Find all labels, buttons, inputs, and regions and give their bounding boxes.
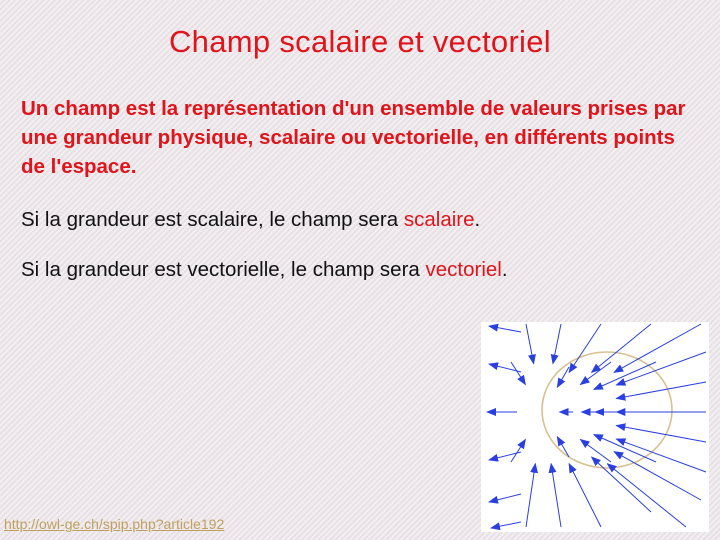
field-arrow-outer: [489, 326, 521, 332]
scalar-sentence-end: .: [474, 208, 481, 231]
field-arrow: [511, 362, 525, 385]
vector-sentence-end: .: [501, 258, 508, 281]
vector-field-diagram: [481, 322, 709, 532]
field-arrow-outer: [489, 452, 521, 460]
field-arrow: [511, 440, 525, 463]
field-arrow: [526, 464, 535, 527]
field-arrow: [557, 437, 569, 457]
field-arrow: [592, 324, 651, 372]
field-arrow: [614, 452, 701, 500]
scalar-highlight: scalaire: [403, 208, 475, 231]
field-arrow: [616, 426, 706, 443]
field-arrow: [592, 457, 651, 512]
vector-sentence: [21, 258, 508, 282]
field-arrow-outer: [489, 494, 521, 502]
intro-paragraph: Un champ est la représentation d'un ensemble de valeurs prises par une grandeur physique, scalaire ou vectorielle, en différents points de l'espace.: [21, 97, 686, 178]
field-arrows: [487, 324, 706, 528]
field-arrow: [551, 464, 561, 527]
field-arrow: [569, 324, 601, 372]
scalar-sentence: [21, 208, 480, 232]
slide-title: Champ scalaire et vectoriel: [169, 24, 551, 59]
field-arrow: [616, 439, 706, 472]
field-arrow: [614, 324, 701, 372]
field-arrow: [616, 382, 706, 399]
field-arrow: [526, 324, 534, 364]
vector-field-figure: [481, 322, 709, 532]
vector-sentence-text: Si la grandeur est vectorielle, le champ sera: [21, 258, 426, 281]
field-arrow: [607, 464, 686, 527]
field-arrow: [580, 362, 611, 385]
field-arrow-outer: [491, 522, 521, 528]
source-link[interactable]: http://owl-ge.ch/spip.php?article192: [4, 516, 225, 532]
field-arrow-outer: [489, 364, 521, 372]
field-arrow: [553, 324, 561, 364]
field-arrow: [616, 352, 706, 385]
field-ellipse: [542, 352, 672, 468]
vector-highlight: vectoriel: [425, 258, 502, 281]
scalar-sentence-text: Si la grandeur est scalaire, le champ sera: [21, 208, 404, 231]
field-arrow: [580, 440, 611, 463]
field-arrow: [569, 464, 601, 527]
